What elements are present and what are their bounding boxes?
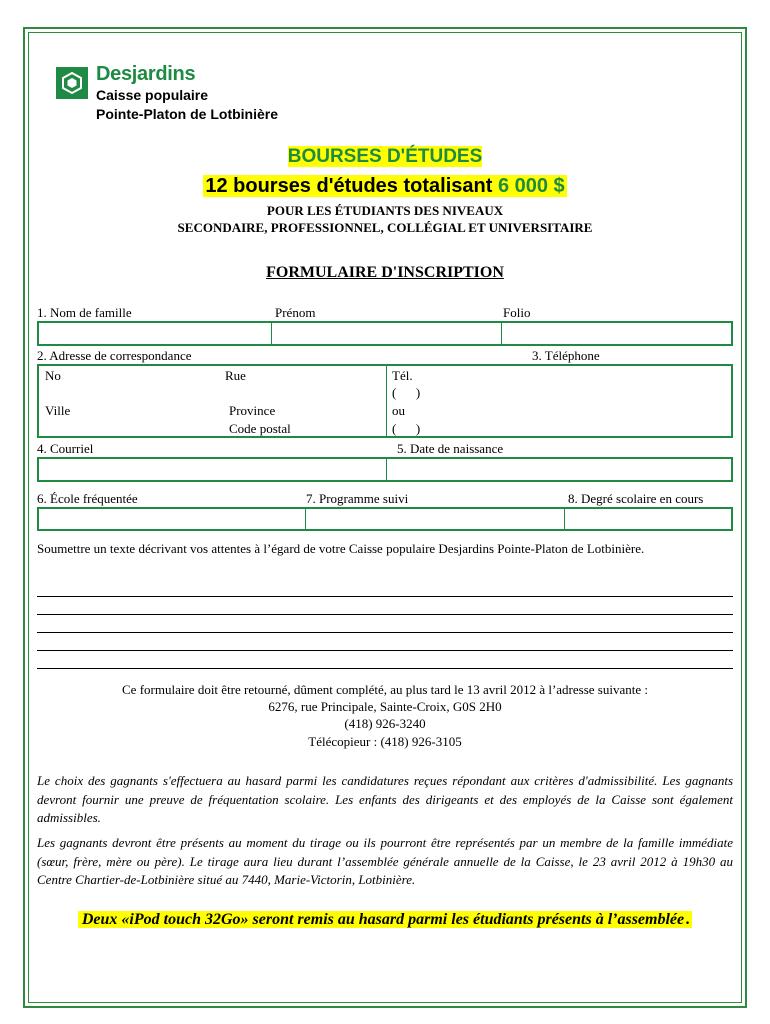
subtitle-amount: 6 000 $ — [497, 175, 565, 197]
return-line4: Télécopieur : (418) 926-3105 — [308, 734, 462, 749]
form-title: FORMULAIRE D'INSCRIPTION — [266, 264, 504, 281]
naissance-field[interactable] — [386, 459, 731, 480]
brand-name: Desjardins — [96, 63, 196, 85]
levels-line1: POUR LES ÉTUDIANTS DES NIVEAUX — [266, 203, 504, 218]
ecole-field[interactable] — [39, 509, 305, 529]
address-field[interactable] — [39, 366, 386, 436]
label-tel: Tél. — [392, 368, 413, 383]
phone-paren-2: ( ) — [392, 421, 421, 436]
rules-paragraph-1: Le choix des gagnants s'effectuera au hasard parmi les candidatures reçues répondant aux critères d'admissibilité. Les gagnants devront fournir une preuve de fréquentation scolaire. Les enfants des dirigeants et des employés de la Caisse sont également admissibles. — [37, 773, 733, 825]
label-no: No — [45, 368, 61, 383]
label-degre: 8. Degré scolaire en cours — [568, 491, 704, 506]
levels-line2: SECONDAIRE, PROFESSIONNEL, COLLÉGIAL ET UNIVERSITAIRE — [177, 220, 593, 235]
ipod-announcement: Deux «iPod touch 32Go» seront remis au hasard parmi les étudiants présents à l’assemblée . — [0, 911, 770, 929]
address-block — [37, 364, 733, 438]
essay-line-4[interactable] — [37, 650, 733, 651]
label-ville: Ville — [45, 403, 71, 418]
label-prenom: Prénom — [275, 305, 316, 320]
label-province: Province — [229, 403, 276, 418]
caisse-line1: Caisse populaire — [96, 87, 209, 103]
rules-paragraph-2: Les gagnants devront être présents au moment du tirage ou ils pourront être représentés par un membre de la famille immédiate (sœur, frère, mère ou père). Le tirage aura lieu durant l’assemblée générale annuelle de la Caisse, le 23 avril 2012 à 19h30 au Centre Chartier-de-Lotbinière situé au 7440, Marie-Victorin, Lotbinière. — [37, 835, 733, 887]
essay-line-3[interactable] — [37, 632, 733, 633]
phone-field[interactable] — [386, 366, 731, 436]
label-ou: ou — [392, 403, 405, 418]
label-nom: 1. Nom de famille — [37, 305, 132, 320]
label-adresse: 2. Adresse de correspondance — [37, 348, 192, 363]
ipod-text: Deux «iPod touch 32Go» seront remis au hasard parmi les étudiants présents à l’assemblée — [81, 911, 685, 928]
label-courriel: 4. Courriel — [37, 441, 94, 456]
folio-field[interactable] — [501, 323, 731, 344]
prenom-field[interactable] — [271, 323, 502, 344]
label-rue: Rue — [225, 368, 246, 383]
row6-fields — [37, 507, 733, 531]
subtitle-text: 12 bourses d'études totalisant — [205, 175, 498, 197]
row1-fields — [37, 321, 733, 346]
essay-line-1[interactable] — [37, 596, 733, 597]
page-subtitle — [0, 175, 770, 198]
label-naissance: 5. Date de naissance — [397, 441, 504, 456]
essay-line-5[interactable] — [37, 668, 733, 669]
essay-line-2[interactable] — [37, 614, 733, 615]
label-programme: 7. Programme suivi — [306, 491, 409, 506]
row4-fields — [37, 457, 733, 482]
essay-prompt: Soumettre un texte décrivant vos attentes à l’égard de votre Caisse populaire Desjardins Pointe-Platon de Lotbinière. — [37, 541, 645, 556]
desjardins-logo-icon — [56, 67, 88, 99]
label-folio: Folio — [503, 305, 531, 320]
return-line3: (418) 926-3240 — [344, 716, 426, 731]
return-line2: 6276, rue Principale, Sainte-Croix, G0S 2H0 — [268, 699, 502, 714]
page-title: BOURSES D'ÉTUDES — [287, 146, 483, 167]
return-line1: Ce formulaire doit être retourné, dûment complété, au plus tard le 13 avril 2012 à l’adresse suivante : — [122, 682, 648, 697]
courriel-field[interactable] — [39, 459, 386, 480]
nom-field[interactable] — [39, 323, 271, 344]
caisse-line2: Pointe-Platon de Lotbinière — [96, 106, 279, 122]
degre-field[interactable] — [564, 509, 731, 529]
phone-paren-1: ( ) — [392, 385, 421, 400]
label-telephone: 3. Téléphone — [532, 348, 600, 363]
programme-field[interactable] — [305, 509, 565, 529]
label-ecole: 6. École fréquentée — [37, 491, 138, 506]
label-code-postal: Code postal — [229, 421, 291, 436]
